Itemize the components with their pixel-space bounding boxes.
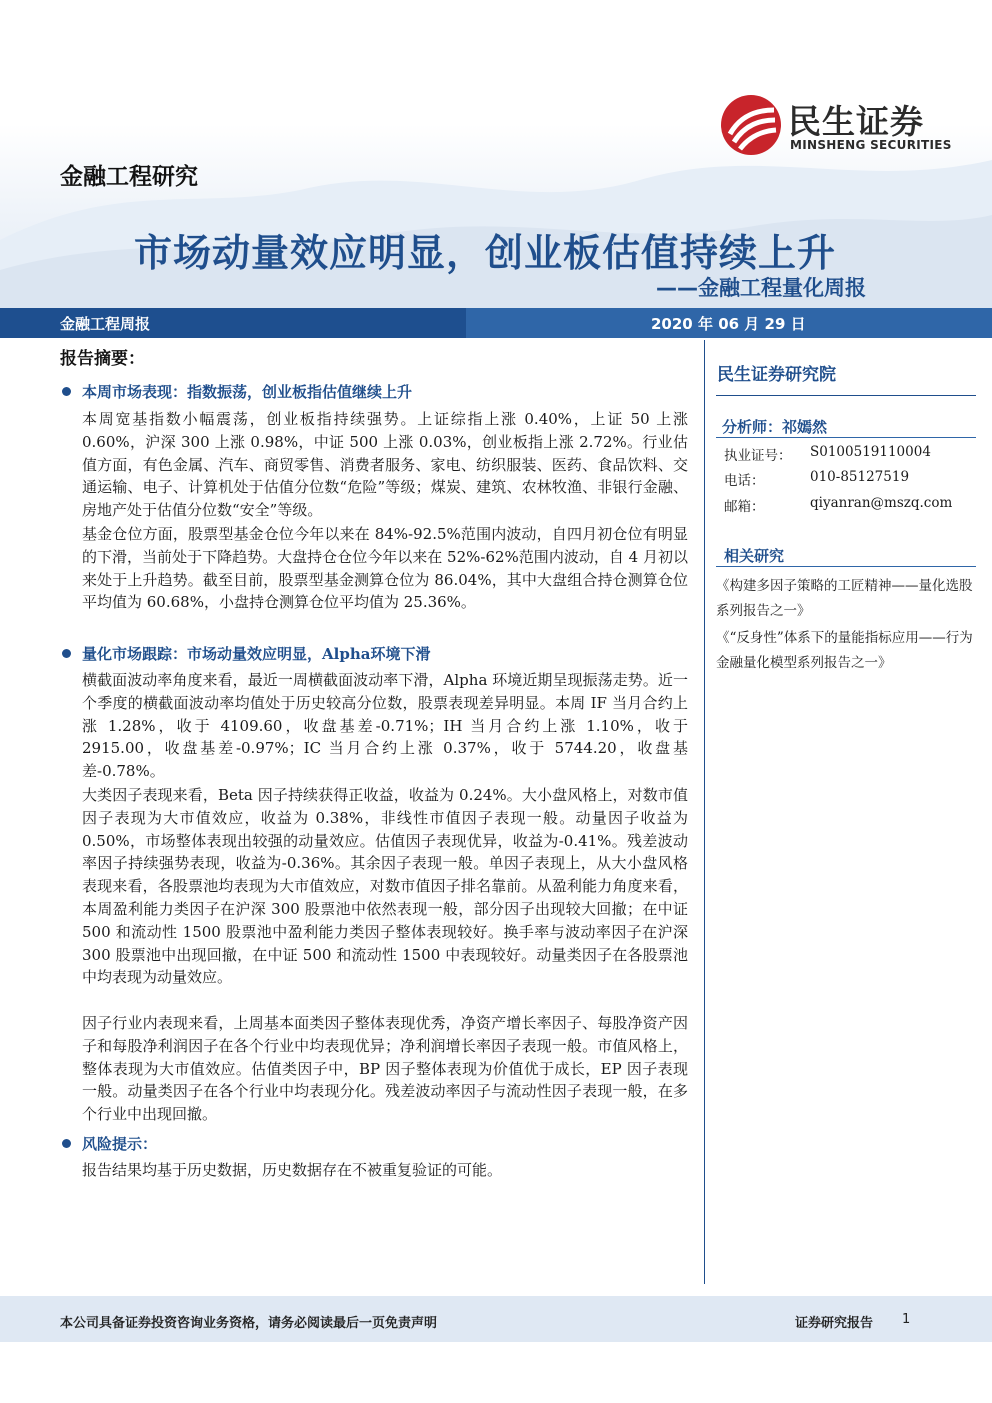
report-type: 金融工程周报 [60,315,151,333]
report-category: 金融工程研究 [60,164,198,190]
section-title: 风险提示： [82,1135,158,1153]
section-quant-tracking [62,643,430,664]
bullet-icon [62,649,71,658]
contact-value: S0100519110004 [810,444,931,460]
divider [716,437,976,438]
contact-value: 010-85127519 [810,469,910,485]
contact-value[interactable]: qiyanran@mszq.com [810,495,953,511]
page-number: 1 [902,1312,911,1327]
contact-label: 执业证号： [724,448,792,464]
footer-report-label: 证券研究报告 [795,1316,874,1331]
contact-label: 邮箱： [724,499,765,515]
institute-name: 民生证券研究院 [717,365,836,385]
column-divider [704,340,705,1284]
paragraph: 因子行业内表现来看，上周基本面类因子整体表现优秀，净资产增长率因子、每股净资产因子和每股净利润因子在各个行业中均表现优异；净利润增长率因子表现一般。市值风格上，整体表现为大市值效应。估值类因子中，BP 因子整体表现为价值优于成长，EP 因子表现一般。动量类因子在各个行业中均表现分化。残差波动率因子与流动性因子表现一般，在多个行业中出现回撤。 [82,1014,688,1124]
bullet-icon [62,387,71,396]
contact-phone [724,469,910,489]
related-report-link[interactable]: 《构建多因子策略的工匠精神——量化选股系列报告之一》 [716,578,973,619]
paragraph: 报告结果均基于历史数据，历史数据存在不被重复验证的可能。 [82,1161,503,1179]
contact-label: 电话： [724,473,765,489]
related-report-link[interactable]: 《“反身性”体系下的量能指标应用——行为金融量化模型系列报告之一》 [716,630,973,671]
divider [716,395,976,396]
contact-email [724,495,953,515]
analyst-name: 分析师：祁嫣然 [722,418,828,436]
paragraph: 大类因子表现来看，Beta 因子持续获得正收益，收益为 0.24%。大小盘风格上，对数市值因子表现为大市值效应，收益为 0.38%，非线性市值因子表现一般。动量因子收益为 0.50%，市场整体表现出较强的动量效应。估值因子表现优异，收益为-0.41%。残差波动率因子持续强势表现，收益为-0.36%。其余因子表现一般。单因子表现上，从大小盘风格表现来看，各股票池均表现为大市值效应，对数市值因子排名靠前。从盈利能力角度来看，本周盈利能力类因子在沪深 300 股票池中依然表现一般，部分因子出现较大回撤；在中证 500 和流动性 1500 股票池中盈利能力类因子整体表现较好。换手率与波动率因子在沪深 300 股票池中出现回撤，在中证 500 和流动性 1500 中表现较好。动量类因子在各股票池中均表现为动量效应。 [82,786,688,987]
report-title: 市场动量效应明显，创业板估值持续上升 [133,231,836,275]
paragraph: 本周宽基指数小幅震荡，创业板指持续强势。上证综指上涨 0.40%，上证 50 上涨 0.60%，沪深 300 上涨 0.98%，中证 500 上涨 0.03%，创业板指上涨 2.72%。行业估值方面，有色金属、汽车、商贸零售、消费者服务、家电、纺织服装、医药、食品饮料、交通运输、电子、计算机处于估值分位数“危险”等级；煤炭、建筑、农林牧渔、非银行金融、房地产处于估值分位数“安全”等级。 [82,410,688,520]
section-market-performance [62,381,412,402]
paragraph: 横截面波动率角度来看，最近一周横截面波动率下滑，Alpha 环境近期呈现振荡走势。近一个季度的横截面波动率均值处于历史较高分位数，股票表现差异明显。本周 IF 当月合约上涨 1.28%，收于 4109.60，收盘基差-0.71%；IH 当月合约上涨 1.10%，收于 2915.00，收盘基差-0.97%；IC 当月合约上涨 0.37%，收于 5744.20，收盘基差-0.78%。 [82,671,688,781]
report-subtitle: ——金融工程量化周报 [656,276,866,300]
related-research-heading: 相关研究 [724,547,785,565]
brand-logo [720,94,950,156]
bullet-icon [62,1139,71,1148]
report-date: 2020 年 06 月 29 日 [651,315,806,333]
section-title: 量化市场跟踪：市场动量效应明显，Alpha环境下滑 [82,645,431,663]
brand-name-cn: 民生证券 [788,102,924,141]
section-title: 本周市场表现：指数振荡，创业板指估值继续上升 [82,383,413,401]
abstract-heading: 报告摘要： [60,349,145,369]
paragraph: 基金仓位方面，股票型基金仓位今年以来在 84%-92.5%范围内波动，自四月初仓位有明显的下滑，当前处于下降趋势。大盘持仓仓位今年以来在 52%-62%范围内波动，自 4 月初以来处于上升趋势。截至目前，股票型基金测算仓位为 86.04%，其中大盘组合持仓测算仓位平均值为 60.68%，小盘持仓测算仓位平均值为 25.36%。 [82,525,688,612]
page-footer [0,1296,992,1342]
contact-license [724,444,931,464]
brand-name-en: MINSHENG SECURITIES [790,138,952,152]
divider [716,566,976,567]
section-risk-warning [62,1133,157,1154]
footer-disclaimer: 本公司具备证券投资咨询业务资格，请务必阅读最后一页免责声明 [60,1316,438,1331]
minsheng-logo-icon [720,94,782,156]
info-band [0,308,992,338]
